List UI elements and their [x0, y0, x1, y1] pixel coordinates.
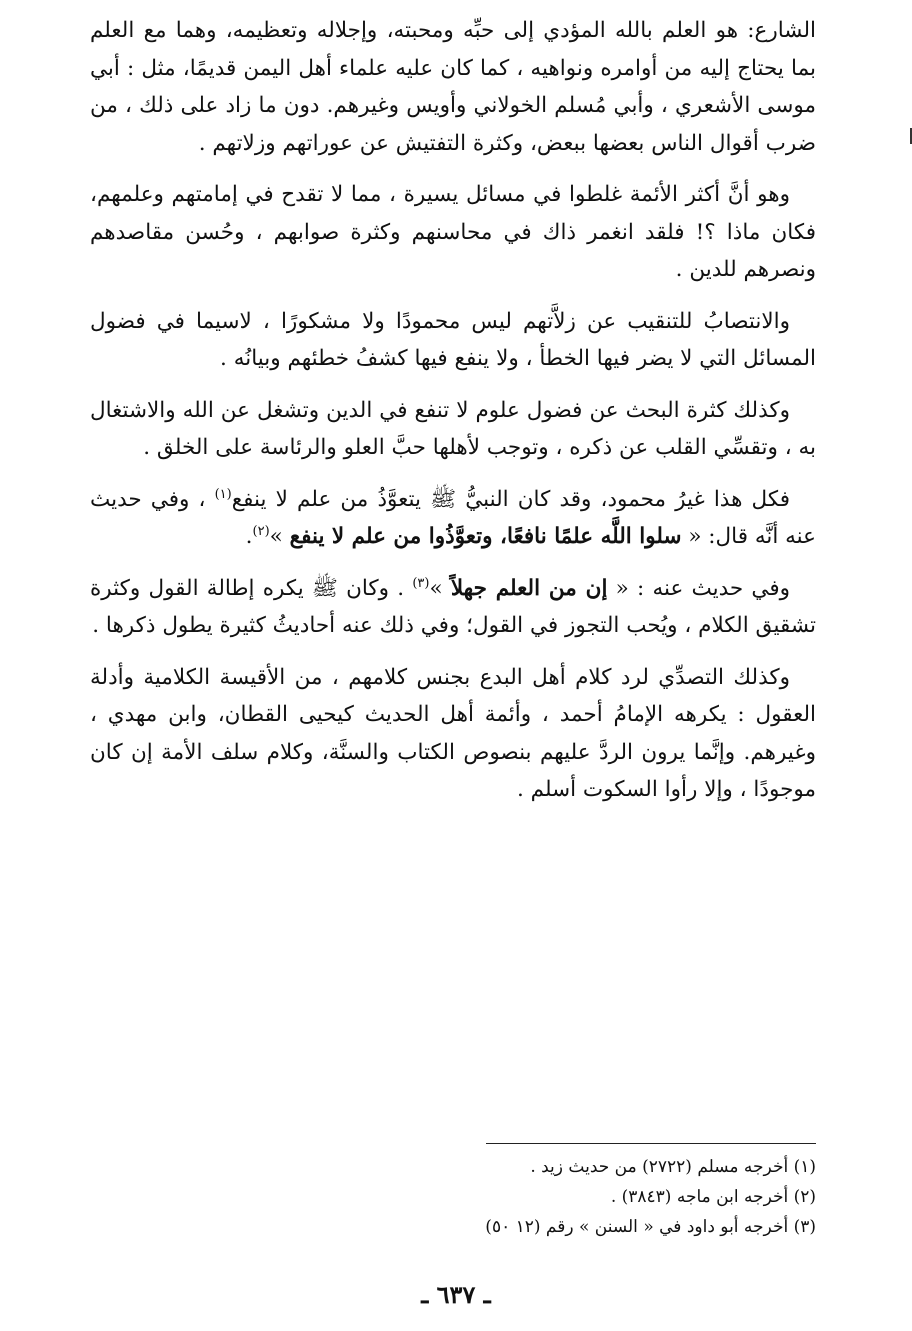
hadith-quote: إن من العلم جهلاً — [450, 575, 608, 601]
footnotes — [450, 1143, 816, 1242]
paragraph-text: فكل هذا غيرُ محمود، وقد كان النبيُّ ﷺ يتعوَّذُ من علم لا ينفع — [231, 486, 790, 512]
paragraph-2 — [90, 176, 816, 289]
paragraph-text: . وكان ﷺ يكره إطالة القول وكثرة تشقيق الكلام ، ويُحب التجوز في القول؛ وفي ذلك عنه أحاديثُ كثيرة يطول ذكرها . — [90, 575, 816, 638]
footnote-reference: (٢) — [252, 523, 270, 539]
paragraph-text: ، وفي حديث عنه أنَّه قال: « — [90, 486, 816, 549]
paragraph-text: وهو أنَّ أكثر الأئمة غلطوا في مسائل يسيرة ، مما لا تقدح في إمامتهم وعلمهم، فكان ماذا ؟! فلقد انغمر ذاك في محاسنهم وكثرة صوابهم ، وحُسن مقاصدهم ونصرهم للدين . — [90, 182, 816, 282]
footnote-3: (٣) أخرجه أبو داود في « السنن » رقم (١٢ ٥٠) — [485, 1217, 816, 1237]
paragraph-text: والانتصابُ للتنقيب عن زلاَّتهم ليس محمودًا ولا مشكورًا ، لاسيما في فضول المسائل التي لا يضر فيها الخطأ ، ولا ينفع فيها كشفُ خطئهم وبيانُه . — [90, 308, 816, 371]
hadith-quote: سلوا اللَّه علمًا نافعًا، وتعوَّذُوا من علم لا ينفع — [289, 524, 682, 549]
footnote-separator — [486, 1143, 816, 1144]
paragraph-text: الشارع: هو العلم بالله المؤدي إلى حبِّه ومحبته، وإجلاله وتعظيمه، وهما مع العلم بما يحتاج إليه من أوامره ونواهيه ، كما كان عليه علماء أهل اليمن قديمًا، مثل : أبي موسى الأشعري ، وأبي مُسلم الخولاني وأويس وغيرهم. دون ما زاد على ذلك ، من ضرب أقوال الناس بعضها ببعض، وكثرة التفتيش عن عوراتهم وزلاتهم . — [90, 18, 816, 156]
paragraph-7 — [90, 659, 816, 809]
paragraph-3 — [90, 303, 816, 378]
paragraph-1 — [90, 12, 816, 162]
page-number: ـ ٦٣٧ ـ — [421, 1280, 491, 1309]
footnote-2: (٢) أخرجه ابن ماجه (٣٨٤٣) . — [610, 1187, 816, 1207]
paragraph-text: وكذلك التصدِّي لرد كلام أهل البدع بجنس كلامهم ، من الأقيسة الكلامية وأدلة العقول : يكرهه الإمامُ أحمد ، وأئمة أهل الحديث كيحيى القطان، وابن مهدي ، وغيرهم. وإنَّما يرون الردَّ عليهم بنصوص الكتاب والسنَّة، وكلام سلف الأمة إن كان موجودًا ، وإلا رأوا السكوت أسلم . — [90, 664, 817, 802]
paragraph-4 — [90, 392, 816, 467]
paragraph-5 — [90, 481, 816, 556]
paragraph-text: وكذلك كثرة البحث عن فضول علوم لا تنفع في الدين وتشغل عن الله والاشتغال به ، وتقسِّي القلب عن ذكره ، وتوجب لأهلها حبَّ العلو والرئاسة على الخلق . — [90, 397, 816, 460]
page-body — [90, 12, 816, 823]
footnote-reference: (١) — [214, 486, 232, 502]
footnote-1: (١) أخرجه مسلم (٢٧٢٢) من حديث زيد . — [530, 1157, 816, 1177]
paragraph-6 — [90, 570, 816, 645]
paragraph-text: » — [269, 524, 290, 549]
paragraph-text: وفي حديث عنه : « — [607, 575, 790, 601]
paragraph-text: . — [245, 524, 253, 549]
footnote-reference: (٣) — [412, 575, 430, 591]
paragraph-text: » — [429, 575, 451, 601]
